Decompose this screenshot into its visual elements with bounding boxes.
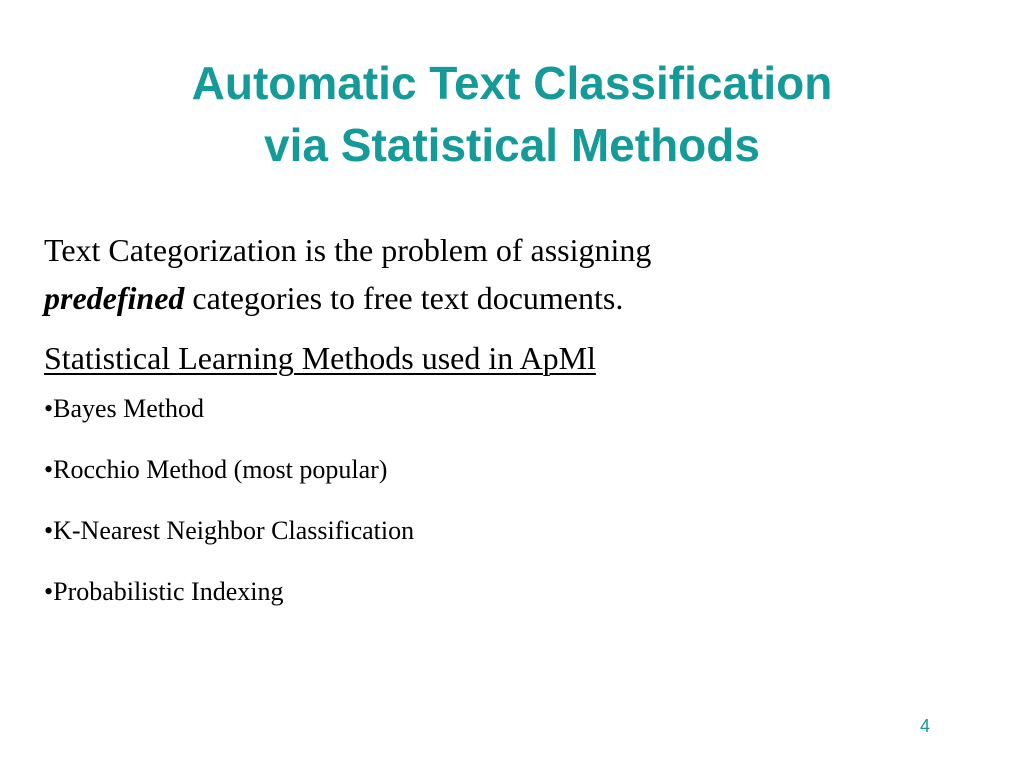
- title-line-1: Automatic Text Classification: [191, 57, 833, 109]
- intro-text-before: Text Categorization is the problem of assigning: [44, 232, 652, 268]
- methods-list: [44, 390, 984, 611]
- list-item-bayes: •Bayes Method: [44, 394, 205, 423]
- intro-emphasis: predefined: [44, 280, 185, 316]
- slide-title: [0, 52, 1024, 176]
- intro-text-after: categories to free text documents.: [192, 280, 624, 316]
- list-item-knn: •K-Nearest Neighbor Classification: [44, 516, 415, 545]
- slide-body: [44, 226, 984, 634]
- page-number: 4: [920, 716, 931, 736]
- list-item-probabilistic: •Probabilistic Indexing: [44, 577, 284, 606]
- list-item-rocchio: •Rocchio Method (most popular): [44, 455, 388, 484]
- methods-heading: Statistical Learning Methods used in ApMl: [44, 340, 596, 376]
- intro-paragraph: [44, 226, 984, 322]
- title-line-2: via Statistical Methods: [264, 119, 760, 171]
